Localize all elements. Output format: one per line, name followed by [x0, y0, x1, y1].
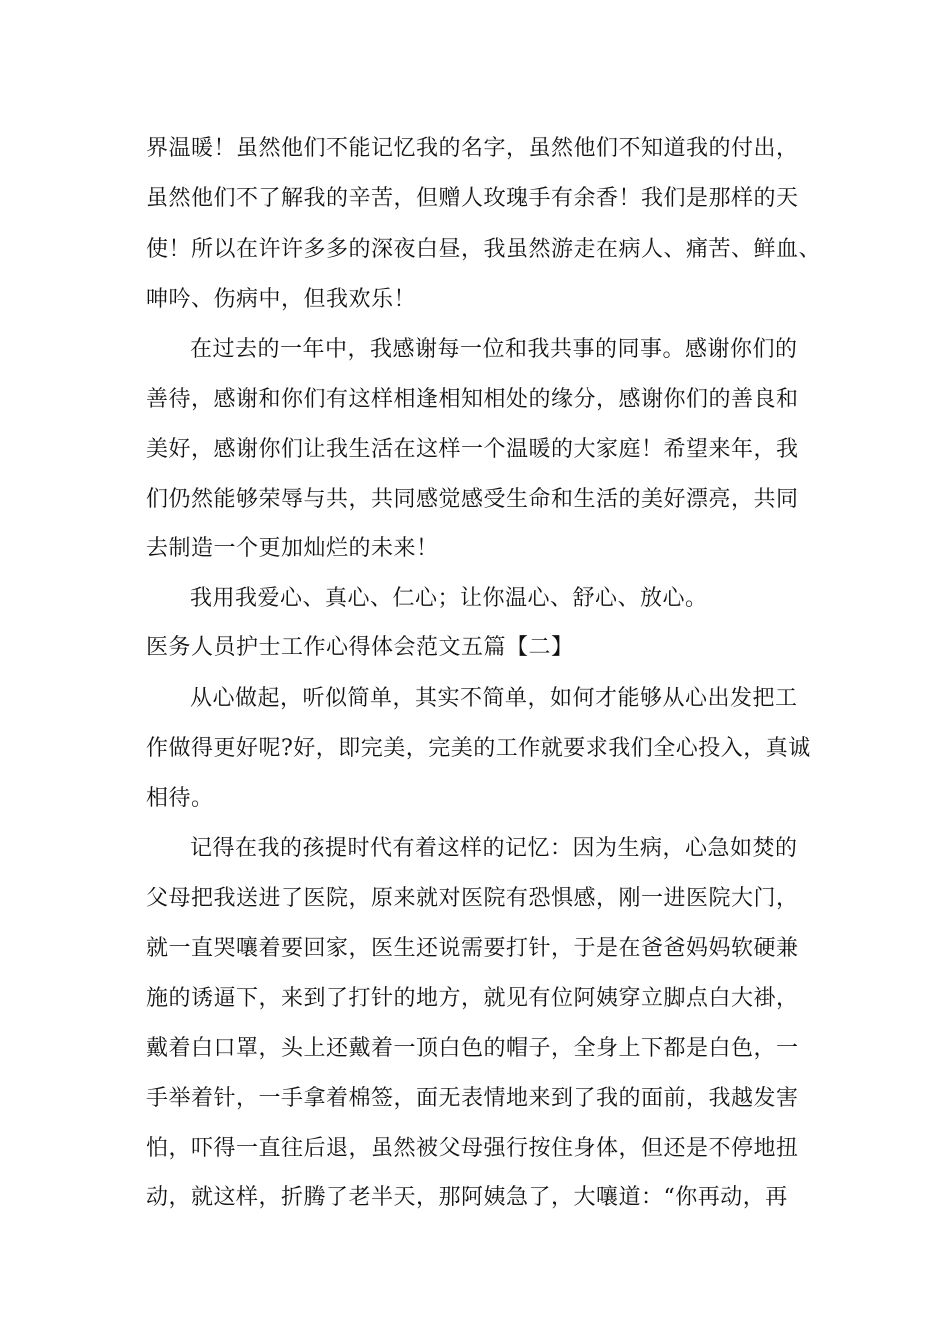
text-line: 界温暖！虽然他们不能记忆我的名字，虽然他们不知道我的付出， [146, 136, 799, 161]
text-line: 善待，感谢和你们有这样相逢相知相处的缘分，感谢你们的善良和 [146, 387, 799, 412]
text-line: 去制造一个更加灿烂的未来！ [146, 536, 439, 561]
text-line: 父母把我送进了医院，原来就对医院有恐惧感，刚一进医院大门， [146, 886, 799, 911]
paragraph-start-line: 在过去的一年中，我感谢每一位和我共事的同事。感谢你们的 [190, 337, 798, 362]
text-line: 怕，吓得一直往后退，虽然被父母强行按住身体，但还是不停地扭 [146, 1136, 799, 1161]
text-line: 虽然他们不了解我的辛苦，但赠人玫瑰手有余香！我们是那样的天 [146, 186, 799, 211]
text-line: 动，就这样，折腾了老半天，那阿姨急了，大嚷道：“你再动，再 [146, 1185, 788, 1210]
text-line: 相待。 [146, 786, 214, 811]
text-line: 作做得更好呢?好，即完美，完美的工作就要求我们全心投入，真诚 [146, 736, 811, 761]
paragraph-start-line: 记得在我的孩提时代有着这样的记忆：因为生病，心急如焚的 [190, 836, 798, 861]
text-line: 使！所以在许许多多的深夜白昼，我虽然游走在病人、痛苦、鲜血、 [146, 237, 822, 262]
text-line: 美好，感谢你们让我生活在这样一个温暖的大家庭！希望来年，我 [146, 437, 799, 462]
paragraph-start-line: 从心做起，听似简单，其实不简单，如何才能够从心出发把工 [190, 686, 798, 711]
text-line: 手举着针，一手拿着棉签，面无表情地来到了我的面前，我越发害 [146, 1086, 799, 1111]
text-line: 就一直哭嚷着要回家，医生还说需要打针，于是在爸爸妈妈软硬兼 [146, 936, 799, 961]
section-heading: 医务人员护士工作心得体会范文五篇【二】 [146, 635, 574, 660]
text-line: 戴着白口罩，头上还戴着一顶白色的帽子，全身上下都是白色，一 [146, 1036, 799, 1061]
text-line: 呻吟、伤病中，但我欢乐！ [146, 287, 417, 312]
text-line: 施的诱逼下，来到了打针的地方，就见有位阿姨穿立脚点白大褂， [146, 986, 799, 1011]
text-line: 们仍然能够荣辱与共，共同感觉感受生命和生活的美好漂亮，共同 [146, 487, 799, 512]
paragraph-start-line: 我用我爱心、真心、仁心；让你温心、舒心、放心。 [190, 586, 708, 611]
